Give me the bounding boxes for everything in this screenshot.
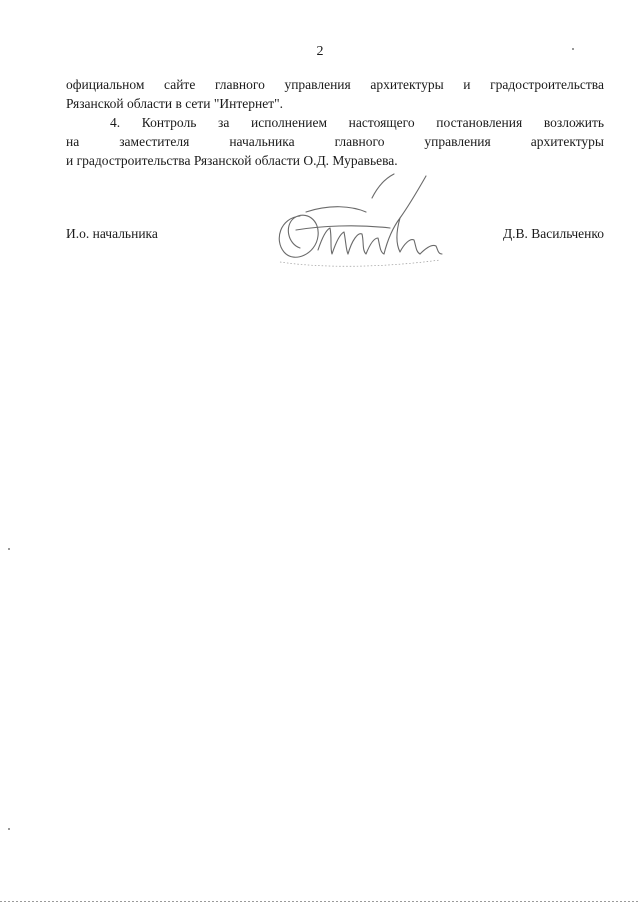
item-4-line-1: 4. Контроль за исполнением настоящего постановления возложить: [110, 115, 604, 130]
scan-speck: [572, 48, 574, 50]
item-4-line-3: и градостроительства Рязанской области О.Д. Муравьева.: [66, 153, 398, 168]
body-text: [66, 75, 604, 170]
handwritten-signature: [260, 168, 460, 278]
paragraph-continuation-line-2: Рязанской области в сети "Интернет".: [66, 96, 283, 111]
scan-speck: [8, 828, 10, 830]
scan-speck: [8, 548, 10, 550]
signatory-position: И.о. начальника: [66, 226, 158, 241]
scan-bottom-edge: [0, 901, 640, 902]
page-number: 2: [316, 44, 324, 59]
item-4-line-2: на заместителя начальника главного управления архитектуры: [66, 134, 604, 149]
signatory-name: Д.В. Васильченко: [502, 226, 604, 241]
paragraph-continuation-line-1: официальном сайте главного управления архитектуры и градостроительства: [66, 77, 604, 92]
